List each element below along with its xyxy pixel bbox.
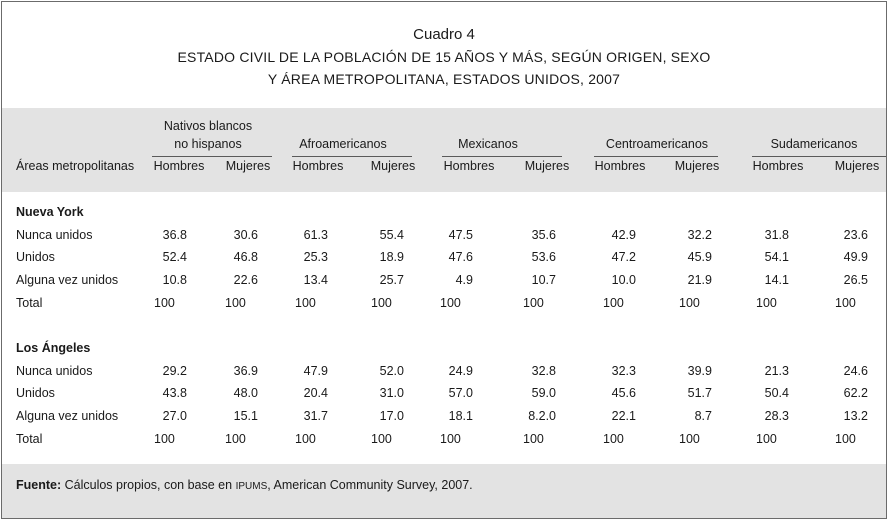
table-cell: 100 (523, 432, 544, 446)
table-cell: 30.6 (233, 228, 258, 242)
table-cell: 31.7 (303, 409, 328, 423)
table-cell: 29.2 (162, 364, 187, 378)
table-cell: 52.0 (379, 364, 404, 378)
table-cell: 42.9 (611, 228, 636, 242)
table-cell: 53.6 (531, 250, 556, 264)
table-cell: 100 (225, 432, 246, 446)
column-sub-header: Mujeres (225, 159, 271, 173)
column-sub-header: Hombres (594, 159, 646, 173)
table-cell: 25.7 (379, 273, 404, 287)
table-cell: 23.6 (843, 228, 868, 242)
row-label: Total (16, 432, 43, 446)
table-cell: 100 (835, 432, 856, 446)
row-header-label: Áreas metropolitanas (16, 159, 135, 173)
table-cell: 8.2.0 (528, 409, 556, 423)
table-cell: 32.2 (687, 228, 712, 242)
column-sub-header: Mujeres (524, 159, 570, 173)
table-cell: 57.0 (448, 386, 473, 400)
table-cell: 10.0 (611, 273, 636, 287)
column-group-header: Afroamericanos (299, 137, 387, 151)
table-title-line-1: ESTADO CIVIL DE LA POBLACIÓN DE 15 AÑOS Y MÁS, SEGÚN ORIGEN, SEXO (177, 49, 711, 65)
table-cell: 100 (154, 432, 175, 446)
column-sub-header: Hombres (292, 159, 344, 173)
table-cell: 28.3 (764, 409, 789, 423)
section-heading: Nueva York (16, 205, 84, 219)
table-cell: 47.5 (448, 228, 473, 242)
column-sub-header: Hombres (443, 159, 495, 173)
table-cell: 59.0 (531, 386, 556, 400)
column-group-rule (152, 156, 272, 157)
table-cell: 52.4 (162, 250, 187, 264)
table-cell: 10.7 (531, 273, 556, 287)
table-cell: 48.0 (233, 386, 258, 400)
column-sub-header: Mujeres (674, 159, 720, 173)
table-cell: 18.1 (448, 409, 473, 423)
table-cell: 35.6 (531, 228, 556, 242)
table-cell: 50.4 (764, 386, 789, 400)
source-note (16, 478, 473, 492)
table-cell: 100 (440, 432, 461, 446)
row-label: Total (16, 296, 43, 310)
row-label: Alguna vez unidos (16, 273, 119, 287)
table-cell: 24.9 (448, 364, 473, 378)
table-cell: 4.9 (455, 273, 473, 287)
table-cell: 31.8 (764, 228, 789, 242)
table-cell: 100 (679, 432, 700, 446)
table-cell: 45.9 (687, 250, 712, 264)
table-cell: 22.6 (233, 273, 258, 287)
column-sub-header: Hombres (752, 159, 804, 173)
table-cell: 15.1 (233, 409, 258, 423)
column-group-rule (752, 156, 886, 157)
table-cell: 61.3 (303, 228, 328, 242)
column-group-header: Sudamericanos (770, 137, 858, 151)
table-cell: 100 (603, 296, 624, 310)
table-cell: 100 (756, 432, 777, 446)
table-cell: 13.2 (843, 409, 868, 423)
table-cell: 100 (440, 296, 461, 310)
table-cell: 32.8 (531, 364, 556, 378)
table-cell: 51.7 (687, 386, 712, 400)
column-group-rule (442, 156, 562, 157)
source-ipums: IPUMS (235, 481, 268, 492)
table-cell: 32.3 (611, 364, 636, 378)
row-label: Nunca unidos (16, 364, 93, 378)
row-label: Unidos (16, 250, 55, 264)
table-cell: 20.4 (303, 386, 328, 400)
table-cell: 39.9 (687, 364, 712, 378)
table-cell: 21.3 (764, 364, 789, 378)
table-cell: 100 (371, 296, 392, 310)
table-cell: 100 (295, 296, 316, 310)
table-cell: 31.0 (379, 386, 404, 400)
section-heading: Los Ángeles (16, 341, 91, 355)
row-label: Unidos (16, 386, 55, 400)
table-cell: 17.0 (379, 409, 404, 423)
table-cell: 49.9 (843, 250, 868, 264)
column-group-rule (292, 156, 412, 157)
row-label: Nunca unidos (16, 228, 93, 242)
table-cell: 47.6 (448, 250, 473, 264)
table-cell: 45.6 (611, 386, 636, 400)
table-cell: 47.2 (611, 250, 636, 264)
table-cell: 22.1 (611, 409, 636, 423)
source-label: Fuente: (16, 478, 62, 492)
table-cell: 100 (523, 296, 544, 310)
table-cell: 46.8 (233, 250, 258, 264)
table-cell: 100 (225, 296, 246, 310)
table-title-line-2: Y ÁREA METROPOLITANA, ESTADOS UNIDOS, 2007 (267, 71, 621, 87)
table-frame (1, 1, 887, 519)
table-cell: 100 (756, 296, 777, 310)
title-block (2, 2, 886, 108)
table-cell: 47.9 (303, 364, 328, 378)
table-number: Cuadro 4 (413, 26, 475, 43)
table-cell: 24.6 (843, 364, 868, 378)
source-text-2: , American Community Survey, 2007. (267, 478, 473, 492)
column-group-rule (594, 156, 718, 157)
table-cell: 36.9 (233, 364, 258, 378)
table-cell: 8.7 (694, 409, 712, 423)
table-cell: 25.3 (303, 250, 328, 264)
table-cell: 55.4 (379, 228, 404, 242)
column-group-header: Mexicanos (458, 137, 518, 151)
column-group-header: no hispanos (174, 137, 242, 151)
table-cell: 100 (371, 432, 392, 446)
table-cell: 43.8 (162, 386, 187, 400)
table-cell: 100 (603, 432, 624, 446)
table-cell: 13.4 (303, 273, 328, 287)
table-cell: 100 (835, 296, 856, 310)
column-sub-header: Mujeres (370, 159, 416, 173)
table-cell: 62.2 (843, 386, 868, 400)
table-cell: 18.9 (379, 250, 404, 264)
table-cell: 54.1 (764, 250, 789, 264)
row-label: Alguna vez unidos (16, 409, 119, 423)
column-group-header: Nativos blancos (163, 119, 253, 133)
column-sub-header: Mujeres (834, 159, 880, 173)
column-sub-header: Hombres (153, 159, 205, 173)
table-cell: 36.8 (162, 228, 187, 242)
table-cell: 21.9 (687, 273, 712, 287)
table-cell: 10.8 (162, 273, 187, 287)
table-cell: 100 (154, 296, 175, 310)
column-group-header: Centroamericanos (605, 137, 709, 151)
source-text-1: Cálculos propios, con base en (61, 478, 236, 492)
table-cell: 27.0 (162, 409, 187, 423)
table-cell: 14.1 (764, 273, 789, 287)
table-cell: 100 (679, 296, 700, 310)
table-cell: 100 (295, 432, 316, 446)
table-cell: 26.5 (843, 273, 868, 287)
